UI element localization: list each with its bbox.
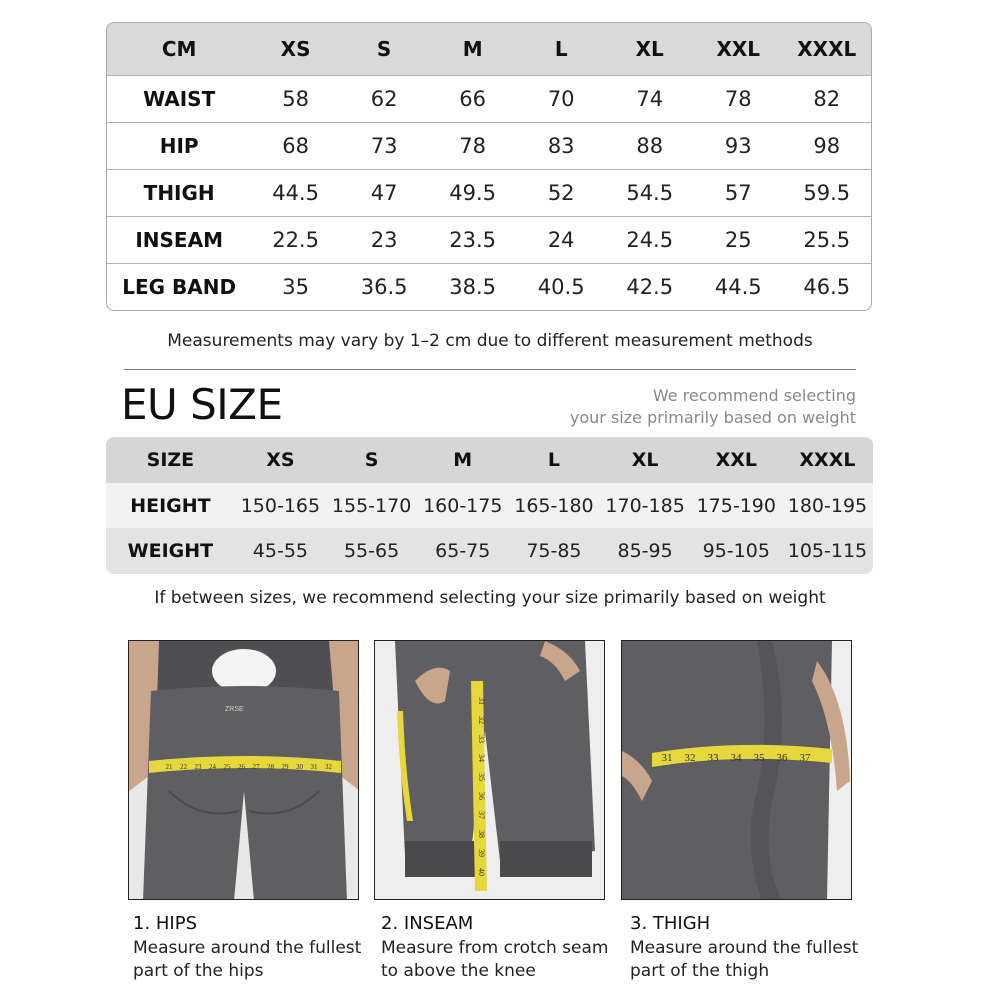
cm-table-header-row	[107, 23, 871, 75]
table-cell: 52	[547, 181, 575, 205]
tape-number: 24	[209, 763, 216, 771]
table-cell: 78	[724, 87, 752, 111]
recommendation-note	[570, 385, 856, 429]
guide-description-line: Measure from crotch seam	[381, 938, 609, 958]
cm-header-cell: M	[462, 37, 483, 61]
table-cell: 42.5	[626, 275, 674, 299]
table-cell: 98	[813, 134, 841, 158]
section-divider	[124, 369, 856, 370]
tape-number: 37	[477, 811, 486, 819]
tape-number: 23	[194, 763, 202, 771]
table-cell: 95-105	[702, 540, 770, 562]
table-cell: 155-170	[331, 494, 412, 517]
table-cell: 160-175	[423, 494, 503, 517]
tape-number: 31	[661, 752, 673, 764]
guide-title: 3. THIGH	[630, 913, 711, 934]
eu-header-cell: M	[453, 449, 473, 471]
hips-measurement-photo	[128, 640, 359, 900]
inseam-measurement-photo	[374, 640, 605, 900]
table-cell: 105-115	[787, 540, 868, 562]
tape-number: 31	[310, 763, 318, 771]
cm-header-cell: L	[554, 37, 568, 61]
guide-description	[630, 937, 870, 983]
eu-header-cell: S	[364, 449, 379, 471]
guide-description	[381, 937, 621, 983]
row-label: HEIGHT	[130, 494, 211, 517]
row-label: WAIST	[143, 87, 216, 111]
table-cell: 78	[459, 134, 487, 158]
cm-header-cell: XS	[280, 37, 311, 61]
table-row	[107, 216, 871, 263]
table-cell: 75-85	[526, 540, 582, 562]
table-cell: 55-65	[343, 540, 400, 562]
table-row	[107, 263, 871, 310]
guide-title: 1. HIPS	[133, 913, 198, 934]
tape-number: 25	[223, 763, 231, 771]
row-label: HIP	[159, 134, 199, 158]
table-cell: 23	[370, 228, 398, 252]
tape-number: 32	[684, 752, 696, 764]
eu-header-cell: L	[547, 449, 560, 471]
between-sizes-note: If between sizes, we recommend selecting your size primarily based on weight	[154, 588, 826, 608]
tape-number: 21	[165, 763, 173, 771]
table-cell: 57	[724, 181, 752, 205]
table-cell: 38.5	[449, 275, 497, 299]
eu-header-cell: XS	[266, 449, 295, 471]
table-row	[107, 75, 871, 122]
table-cell: 49.5	[449, 181, 497, 205]
table-cell: 46.5	[803, 275, 851, 299]
row-label: LEG BAND	[122, 275, 237, 299]
tape-number: 32	[477, 716, 486, 724]
table-cell: 35	[282, 275, 309, 299]
tape-number: 27	[252, 763, 260, 771]
table-row	[106, 483, 873, 528]
tape-number: 26	[238, 763, 245, 771]
table-cell: 180-195	[787, 494, 868, 517]
tape-number: 29	[281, 763, 289, 771]
tape-number: 37	[799, 752, 811, 764]
cm-header-cell: XL	[635, 37, 664, 61]
tape-number: 34	[477, 754, 486, 762]
tape-number: 40	[477, 868, 486, 876]
eu-header-cell: XXXL	[799, 449, 856, 471]
table-cell: 83	[547, 134, 575, 158]
tape-number: 36	[477, 792, 486, 800]
thigh-measurement-photo	[621, 640, 852, 900]
table-cell: 68	[282, 134, 309, 158]
cm-header-cell: S	[376, 37, 392, 61]
guide-description-line: part of the hips	[133, 961, 264, 981]
tape-number: 31	[477, 697, 486, 705]
tape-number: 33	[707, 752, 719, 764]
table-cell: 93	[724, 134, 752, 158]
table-cell: 73	[370, 134, 398, 158]
tape-number: 28	[267, 763, 274, 771]
table-cell: 47	[370, 181, 398, 205]
eu-header-cell: XXL	[715, 449, 757, 471]
table-cell: 170-185	[605, 494, 685, 517]
table-cell: 82	[813, 87, 841, 111]
eu-header-cell: SIZE	[146, 449, 195, 471]
table-cell: 40.5	[537, 275, 585, 299]
table-cell: 70	[547, 87, 575, 111]
table-cell: 66	[459, 87, 487, 111]
table-cell: 65-75	[435, 540, 491, 562]
table-cell: 24.5	[626, 228, 674, 252]
eu-table-header-row	[106, 437, 873, 483]
cm-header-cell: CM	[161, 37, 197, 61]
guide-title: 2. INSEAM	[381, 913, 474, 934]
table-cell: 150-165	[240, 494, 321, 517]
table-cell: 44.5	[272, 181, 319, 205]
cm-size-table	[106, 22, 872, 311]
table-cell: 25	[724, 228, 752, 252]
table-cell: 59.5	[803, 181, 851, 205]
table-cell: 22.5	[272, 228, 319, 252]
tape-number: 34	[730, 752, 742, 764]
tape-number: 30	[296, 763, 303, 771]
tape-number: 33	[477, 735, 486, 743]
table-cell: 165-180	[514, 494, 594, 517]
table-cell: 74	[636, 87, 664, 111]
table-cell: 58	[282, 87, 309, 111]
eu-header-cell: XL	[631, 449, 659, 471]
guide-description-line: Measure around the fullest	[630, 938, 859, 958]
table-cell: 45-55	[252, 540, 309, 562]
guide-description-line: Measure around the fullest	[133, 938, 362, 958]
measurement-note: Measurements may vary by 1–2 cm due to different measurement methods	[167, 331, 813, 351]
tape-number: 36	[776, 752, 788, 764]
row-label: THIGH	[143, 181, 215, 205]
table-cell: 25.5	[803, 228, 851, 252]
eu-size-title: EU SIZE	[121, 380, 283, 429]
table-cell: 62	[370, 87, 398, 111]
tape-number: 38	[477, 830, 486, 838]
table-cell: 44.5	[714, 275, 762, 299]
cm-header-cell: XXXL	[797, 37, 857, 61]
table-row	[107, 169, 871, 216]
row-label: INSEAM	[135, 228, 223, 252]
cm-header-cell: XXL	[716, 37, 761, 61]
tape-number: 35	[477, 773, 486, 781]
table-cell: 85-95	[617, 540, 673, 562]
tape-number: 22	[180, 763, 187, 771]
table-cell: 24	[547, 228, 575, 252]
tape-number: 39	[477, 849, 486, 857]
table-row	[107, 122, 871, 169]
table-cell: 175-190	[696, 494, 776, 517]
table-cell: 54.5	[626, 181, 674, 205]
table-cell: 23.5	[449, 228, 497, 252]
guide-description	[133, 937, 373, 983]
guide-description-line: to above the knee	[381, 961, 536, 981]
guide-description-line: part of the thigh	[630, 961, 770, 981]
table-cell: 36.5	[360, 275, 408, 299]
table-row	[106, 528, 873, 574]
brand-mark: ZRSE	[225, 706, 244, 713]
tape-number: 35	[753, 752, 765, 764]
table-cell: 88	[636, 134, 664, 158]
tape-number: 32	[325, 763, 332, 771]
recommendation-line: your size primarily based on weight	[569, 408, 856, 427]
eu-size-table	[106, 437, 873, 574]
row-label: WEIGHT	[127, 540, 214, 562]
recommendation-line: We recommend selecting	[652, 386, 856, 405]
